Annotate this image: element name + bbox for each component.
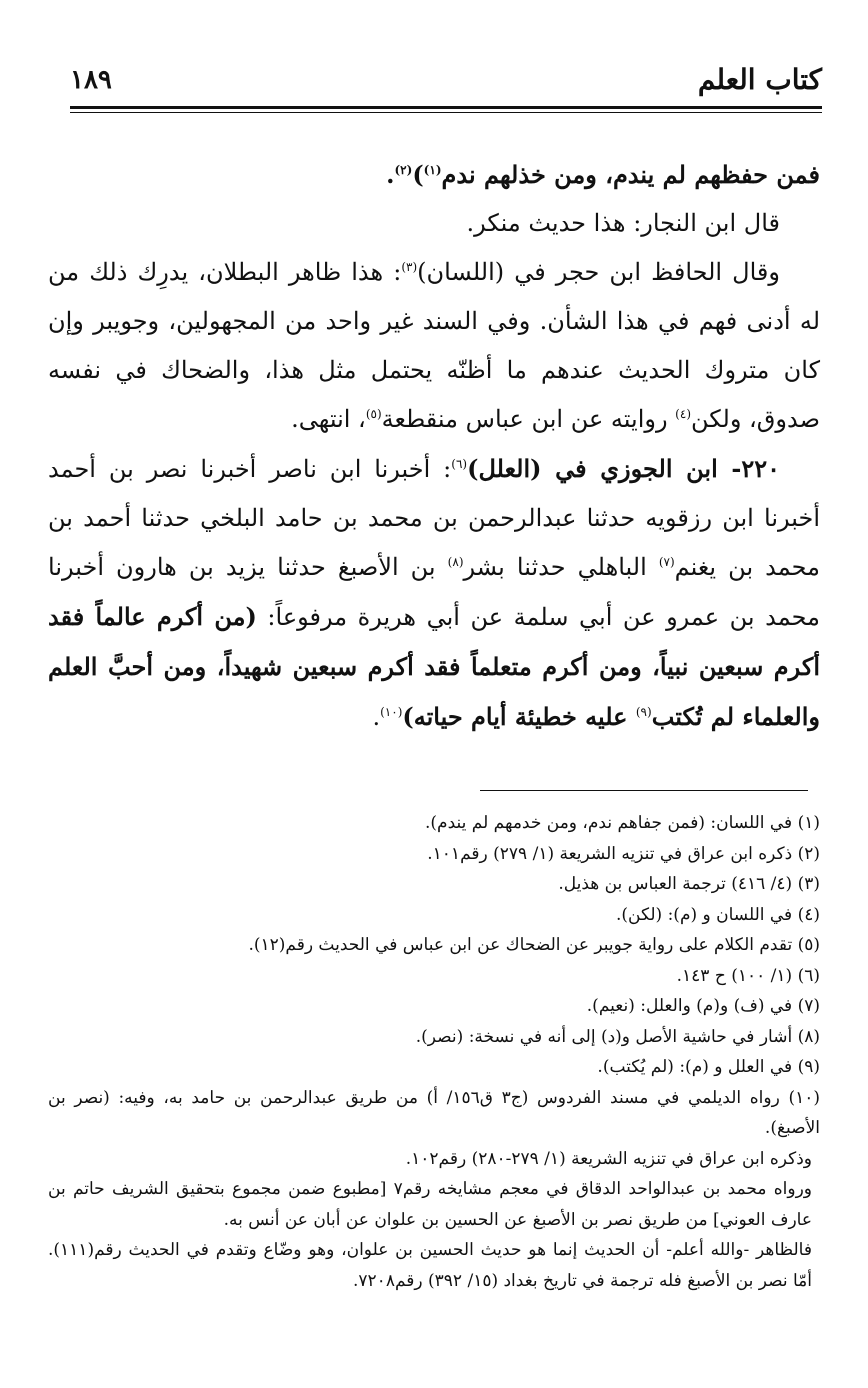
footnote-ref-5[interactable]: (٥) bbox=[365, 407, 382, 421]
footnote-4: (٤) في اللسان و (م): (لكن). bbox=[616, 904, 820, 925]
paragraph-1 bbox=[48, 150, 820, 199]
footnote-3: (٣) (٤/ ٤١٦) ترجمة العباس بن هذيل. bbox=[558, 874, 820, 894]
footnote-2: (٢) ذكره ابن عراق في تنزيه الشريعة (١/ ٢٧٩) رقم١٠١. bbox=[427, 843, 820, 864]
hadith-number-heading: ٢٢٠- ابن الجوزي في (العلل) bbox=[467, 454, 780, 483]
footnote-5: (٥) تقدم الكلام على رواية جويبر عن الضحاك عن ابن عباس في الحديث رقم(١٢). bbox=[248, 935, 820, 955]
paragraph-4-a: : أخبرنا ابن ناصر أخبرنا نصر بن أحمد أخبرنا ابن رزقويه حدثنا عبدالرحمن بن محمد بن حامد البلخي حدثنا أحمد بن محمد بن يغنم bbox=[48, 455, 820, 581]
running-title: كتاب العلم bbox=[697, 63, 822, 96]
footnotes bbox=[48, 808, 820, 1296]
footnote-ref-1[interactable]: (١) bbox=[423, 163, 442, 177]
footnote-10-cont-1: وذكره ابن عراق في تنزيه الشريعة (١/ ٢٧٩-٢٨٠) رقم١٠٢. bbox=[405, 1148, 812, 1169]
hadith-text-end: عليه خطيئة أيام حياته) bbox=[402, 702, 636, 731]
page-number: ١٨٩ bbox=[70, 65, 112, 95]
paragraph-3 bbox=[48, 248, 820, 444]
paragraph-1-text: فمن حفظهم لم يندم، ومن خذلهم ندم bbox=[441, 160, 820, 189]
hadith-text: (من أكرم عالماً فقد أكرم سبعين نبياً، ومن أكرم متعلماً فقد أكرم سبعين شهيداً، ومن أحبَّ العلم والعلماء لم تُكتب bbox=[48, 602, 820, 731]
paragraph-1-close: ) bbox=[412, 160, 424, 189]
page-header bbox=[70, 56, 822, 102]
header-rule-thin bbox=[70, 112, 822, 113]
paragraph-3-d: ، انتهى. bbox=[291, 405, 366, 433]
footnote-6: (٦) (١/ ١٠٠) ح ١٤٣. bbox=[676, 965, 820, 986]
footnote-9: (٩) في العلل و (م): (لم يُكتب). bbox=[597, 1057, 820, 1077]
paragraph-4-b: الباهلي حدثنا بشر bbox=[463, 553, 659, 581]
footnote-separator bbox=[480, 790, 808, 791]
paragraph-1-end: . bbox=[386, 160, 395, 189]
footnote-ref-3[interactable]: (٣) bbox=[401, 260, 418, 274]
main-text bbox=[48, 150, 820, 742]
paragraph-3-c: روايته عن ابن عباس منقطعة bbox=[381, 405, 676, 433]
paragraph-4 bbox=[48, 444, 820, 742]
footnote-ref-4[interactable]: (٤) bbox=[675, 407, 691, 421]
footnote-ref-8[interactable]: (٨) bbox=[447, 555, 464, 569]
footnote-8: (٨) أشار في حاشية الأصل و(د) إلى أنه في نسخة: (نصر). bbox=[415, 1026, 820, 1047]
paragraph-4-c: بن الأصبغ حدثنا يزيد بن هارون أخبرنا محمد بن عمرو عن أبي سلمة عن أبي هريرة مرفوعاً: bbox=[48, 553, 820, 631]
footnote-1: (١) في اللسان: (فمن جفاهم ندم، ومن خدمهم لم يندم). bbox=[425, 813, 820, 833]
footnote-ref-7[interactable]: (٧) bbox=[658, 555, 675, 569]
footnote-ref-10[interactable]: (١٠) bbox=[380, 705, 403, 719]
footnote-ref-6[interactable]: (٦) bbox=[451, 457, 468, 471]
paragraph-4-end: . bbox=[372, 703, 381, 731]
header-rule-thick bbox=[70, 106, 822, 109]
paragraph-3-b: : هذا ظاهر البطلان، يدرِك ذلك من له أدنى فهم في هذا الشأن. وفي السند غير واحد من المجهولين، وجويبر وإن كان متروك الحديث عندهم ما أظنّه يحتمل مثل هذا، والضحاك في نفسه صدوق، ولكن bbox=[48, 258, 821, 433]
footnote-ref-2[interactable]: (٢) bbox=[394, 163, 413, 177]
footnote-10-cont-2: ورواه محمد بن عبدالواحد الدقاق في معجم مشايخه رقم٧ [مطبوع ضمن مجموع بتحقيق الشريف حاتم بن عارف العوني] من طريق نصر بن الأصبغ عن الحسين بن علوان عن أبان عن أنس به. bbox=[48, 1179, 812, 1230]
footnote-10-cont-3: فالظاهر -والله أعلم- أن الحديث إنما هو حديث الحسين بن علوان، وهو وضّاع وتقدم في الحديث رقم(١١١). أمّا نصر بن الأصبغ فله ترجمة في تاريخ بغداد (١٥/ ٣٩٢) رقم٧٢٠٨. bbox=[48, 1240, 812, 1291]
paragraph-3-a: وقال الحافظ ابن حجر في (اللسان) bbox=[417, 258, 780, 286]
paragraph-2: قال ابن النجار: هذا حديث منكر. bbox=[466, 209, 780, 237]
footnote-ref-9[interactable]: (٩) bbox=[635, 705, 652, 719]
footnote-7: (٧) في (ف) و(م) والعلل: (نعيم). bbox=[586, 996, 820, 1016]
footnote-10: (١٠) رواه الديلمي في مسند الفردوس (ج٣ ق١٥٦/ أ) من طريق عبدالرحمن بن حامد به، وفيه: (نصر بن الأصبغ). bbox=[48, 1087, 821, 1138]
